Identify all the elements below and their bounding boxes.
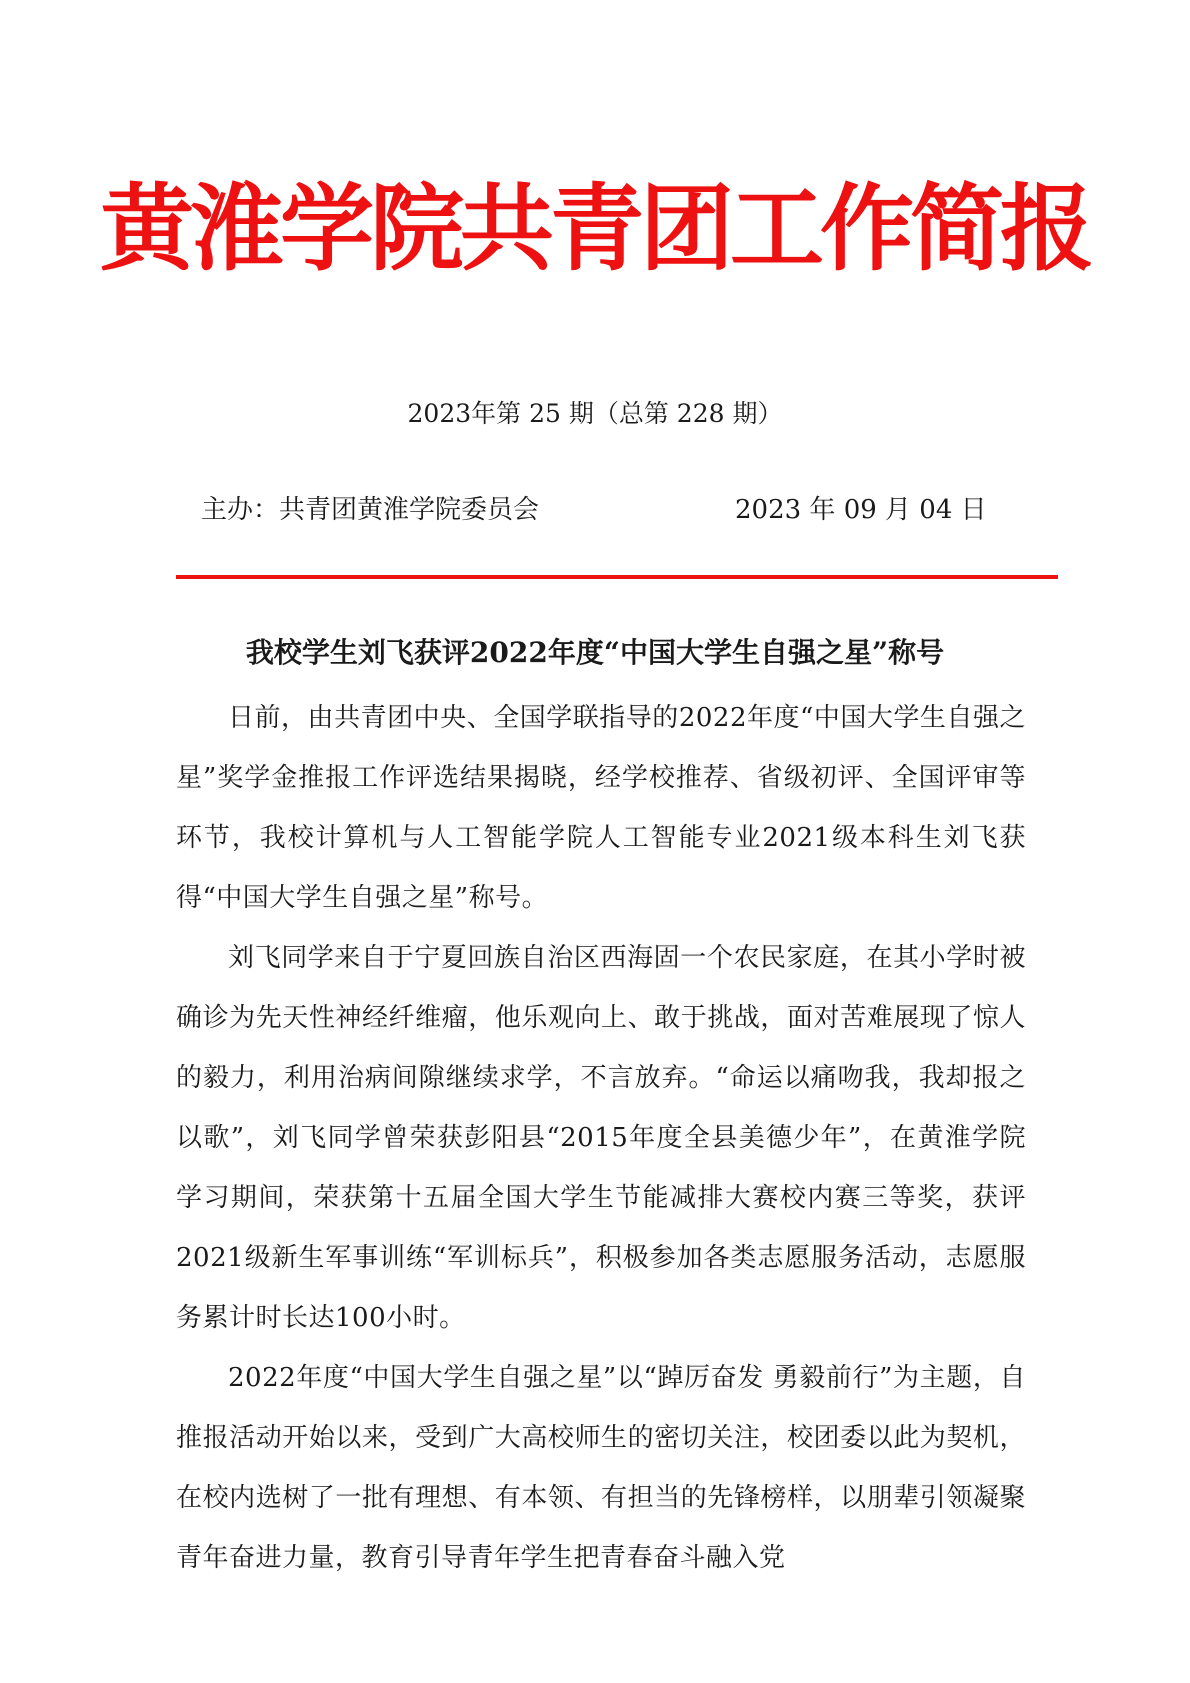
article-paragraph: 2022年度“中国大学生自强之星”以“踔厉奋发 勇毅前行”为主题，自推报活动开始以来，受到广大高校师生的密切关注，校团委以此为契机，在校内选树了一批有理想、有本领、有担当的先锋榜样，以朋辈引领凝聚青年奋进力量，教育引导青年学生把青春奋斗融入党 — [176, 1363, 1026, 1573]
bulletin-masthead-title: 黄淮学院共青团工作简报 — [99, 175, 1090, 284]
publication-date: 2023 年 09 月 04 日 — [735, 495, 987, 525]
article-body — [176, 688, 1026, 1588]
article-paragraph: 日前，由共青团中央、全国学联指导的2022年度“中国大学生自强之星”奖学金推报工作评选结果揭晓，经学校推荐、省级初评、全国评审等环节，我校计算机与人工智能学院人工智能专业2021级本科生刘飞获得“中国大学生自强之星”称号。 — [176, 703, 1026, 913]
sponsor-line: 主办：共青团黄淮学院委员会 — [201, 495, 540, 525]
masthead-divider-rule — [176, 575, 1058, 579]
issue-number-line: 2023年第 25 期（总第 228 期） — [407, 399, 783, 428]
article-headline: 我校学生刘飞获评2022年度“中国大学生自强之星”称号 — [245, 636, 945, 669]
article-paragraph: 刘飞同学来自于宁夏回族自治区西海固一个农民家庭，在其小学时被确诊为先天性神经纤维瘤，他乐观向上、敢于挑战，面对苦难展现了惊人的毅力，利用治病间隙继续求学，不言放弃。“命运以痛吻我，我却报之以歌”，刘飞同学曾荣获彭阳县“2015年度全县美德少年”，在黄淮学院学习期间，荣获第十五届全国大学生节能减排大赛校内赛三等奖，获评2021级新生军事训练“军训标兵”，积极参加各类志愿服务活动，志愿服务累计时长达100小时。 — [176, 943, 1026, 1333]
